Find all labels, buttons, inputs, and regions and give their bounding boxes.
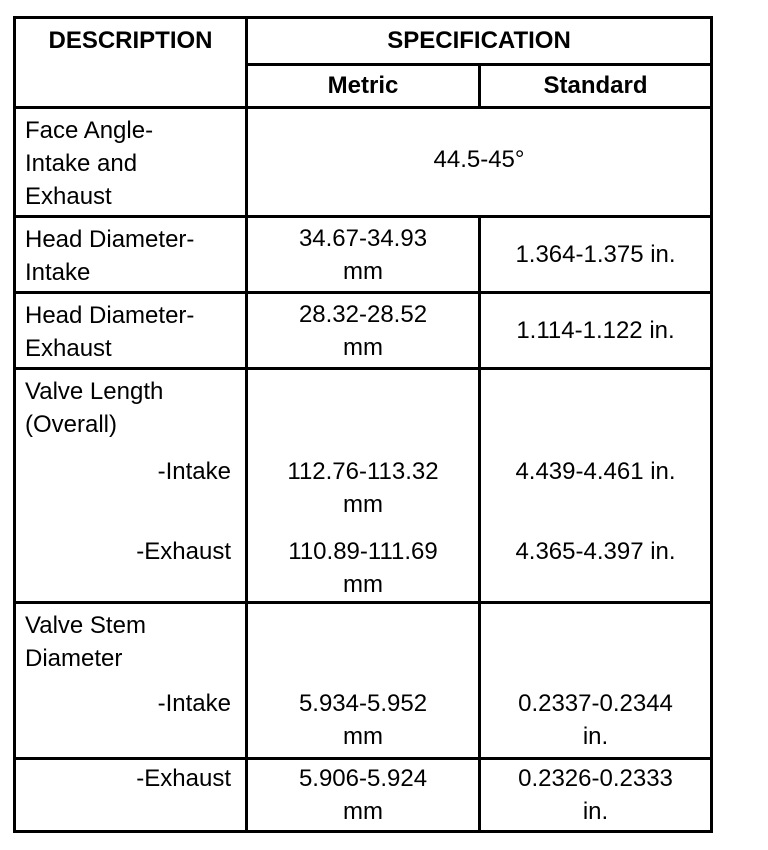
head-intake-desc: [15, 217, 247, 293]
standard-line: 0.2337-0.2344: [518, 690, 673, 717]
header-description: DESCRIPTION: [15, 18, 247, 108]
stem-exhaust-desc: [15, 759, 247, 832]
header-specification: SPECIFICATION: [247, 18, 712, 65]
desc-line: Head Diameter-: [25, 226, 195, 253]
header-metric: Metric: [247, 65, 480, 108]
face-angle-value: 44.5-45°: [247, 108, 712, 217]
valve-length-intake-label: -Intake: [157, 458, 231, 485]
valve-length-desc: [15, 369, 247, 603]
stem-exhaust-label: -Exhaust: [136, 765, 231, 792]
table-row: [15, 217, 712, 293]
desc-line: Diameter: [25, 645, 123, 672]
head-intake-standard: 1.364-1.375 in.: [480, 217, 712, 293]
stem-intake-metric: [247, 603, 480, 759]
desc-line: Valve Length: [25, 378, 164, 405]
table-row: [15, 369, 712, 603]
stem-intake-standard: [480, 603, 712, 759]
standard-line: in.: [582, 798, 609, 825]
head-exhaust-standard: 1.114-1.122 in.: [480, 293, 712, 369]
metric-line: mm: [343, 723, 383, 750]
table-row: [15, 108, 712, 217]
valve-length-exhaust-label: -Exhaust: [136, 538, 231, 565]
metric-line: 110.89-111.69: [288, 538, 438, 565]
metric-line: mm: [343, 571, 383, 598]
head-intake-metric: [247, 217, 480, 293]
desc-line: Exhaust: [25, 335, 112, 362]
face-angle-desc: [15, 108, 247, 217]
stem-diameter-desc: [15, 603, 247, 759]
stem-exhaust-metric: [247, 759, 480, 832]
desc-line: Intake and: [25, 150, 138, 177]
metric-line: 5.934-5.952: [298, 690, 428, 717]
valve-length-standard: [480, 369, 712, 603]
metric-line: 28.32-28.52: [298, 301, 428, 328]
standard-line: 4.365-4.397 in.: [515, 538, 676, 565]
metric-line: mm: [343, 258, 383, 285]
valve-length-metric: [247, 369, 480, 603]
desc-line: Head Diameter-: [25, 302, 195, 329]
stem-intake-label: -Intake: [157, 690, 231, 717]
table-row: [15, 603, 712, 759]
desc-line: (Overall): [25, 411, 118, 438]
metric-line: 5.906-5.924: [298, 765, 428, 792]
desc-line: Valve Stem: [25, 612, 146, 639]
valve-spec-table: [13, 16, 713, 833]
metric-line: mm: [343, 798, 383, 825]
standard-line: in.: [582, 723, 609, 750]
head-exhaust-metric: [247, 293, 480, 369]
head-exhaust-desc: [15, 293, 247, 369]
metric-line: mm: [343, 334, 383, 361]
standard-line: 0.2326-0.2333: [518, 765, 673, 792]
stem-exhaust-standard: [480, 759, 712, 832]
desc-line: Exhaust: [25, 183, 112, 210]
table-row: [15, 293, 712, 369]
desc-line: Intake: [25, 259, 91, 286]
metric-line: 34.67-34.93: [298, 225, 428, 252]
header-standard: Standard: [480, 65, 712, 108]
metric-line: mm: [343, 491, 383, 518]
desc-line: Face Angle-: [25, 117, 154, 144]
metric-line: 112.76-113.32: [287, 458, 439, 485]
standard-line: 4.439-4.461 in.: [515, 458, 676, 485]
table-row: [15, 759, 712, 832]
